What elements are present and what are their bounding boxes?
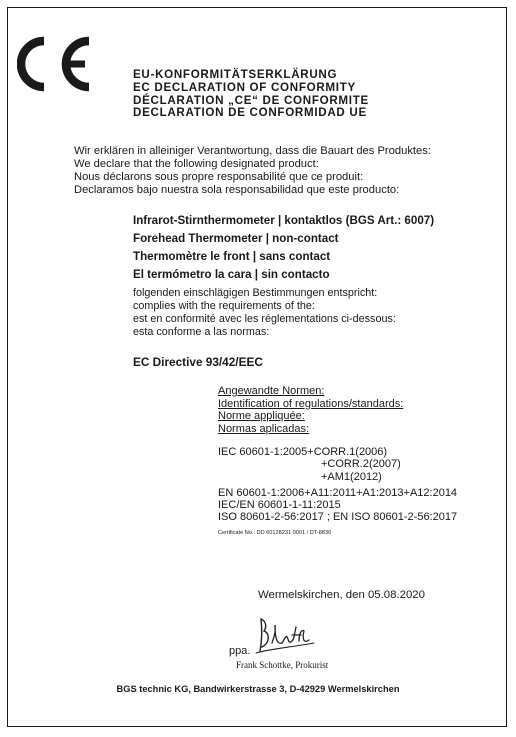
directive: EC Directive 93/42/EEC (133, 355, 263, 369)
title-de: EU-KONFORMITÄTSERKLÄRUNG (133, 68, 338, 81)
intro-en: We declare that the following designated product: (74, 158, 319, 171)
intro-es: Declaramos bajo nuestra sola responsabilidad que este producto: (74, 184, 400, 197)
product-fr: Thermomètre le front | sans contact (133, 250, 331, 263)
product-de: Infrarot-Stirnthermometer | kontaktlos (BGS Art.: 6007) (133, 214, 435, 227)
norms-heading-en: Identification of regulations/standards: (218, 397, 404, 410)
requirements-fr: est en conformité avec les réglementations ci-dessous: (133, 312, 396, 325)
norm-en-60601: EN 60601-1:2006+A11:2011+A1:2013+A12:2014 (218, 486, 458, 499)
requirements-statement (133, 287, 396, 339)
intro-fr: Nous déclarons sous propre responsabilité que ce produit: (74, 171, 364, 184)
declaration-title (133, 69, 369, 120)
norms-heading-fr: Norme appliquée: (218, 410, 305, 423)
company-address-footer: BGS technic KG, Bandwirkerstrasse 3, D-42929 Wermelskirchen (116, 684, 400, 694)
norms-heading-de: Angewandte Normen: (218, 385, 325, 397)
norm-iec-en-60601-1-11: IEC/EN 60601-1-11:2015 (218, 499, 341, 512)
requirements-de: folgenden einschlägigen Bestimmungen entspricht: (133, 287, 378, 299)
requirements-en: complies with the requirements of the: (133, 299, 315, 312)
ce-mark-icon (17, 35, 113, 93)
handwritten-signature-icon (252, 613, 318, 657)
norms-list (218, 446, 457, 524)
intro-de: Wir erklären in alleiniger Verantwortung, dass die Bauart des Produktes: (74, 145, 431, 157)
product-es: El termómetro la cara | sin contacto (133, 268, 330, 281)
intro-statement (74, 145, 431, 197)
title-fr: DÉCLARATION „CE“ DE CONFORMITE (133, 93, 369, 107)
norms-heading (218, 385, 403, 435)
product-name (133, 212, 434, 284)
ppa-label: ppa. (229, 645, 251, 657)
norm-iec-60601: IEC 60601-1:2005+CORR.1(2006) (218, 446, 388, 458)
norm-iec-am1: +AM1(2012) (321, 470, 382, 483)
norm-iec-corr2: +CORR.2(2007) (321, 458, 401, 471)
norm-iso-80601: ISO 80601-2-56:2017 ; EN ISO 80601-2-56:2017 (218, 511, 458, 524)
title-es: DECLARATION DE CONFORMIDAD UE (133, 106, 367, 120)
product-en: Forehead Thermometer | non-contact (133, 232, 339, 245)
place-date: Wermelskirchen, den 05.08.2020 (258, 589, 425, 601)
norms-heading-es: Normas aplicadas: (218, 422, 310, 435)
title-en: EC DECLARATION OF CONFORMITY (133, 80, 356, 94)
requirements-es: esta conforme a las normas: (133, 325, 270, 338)
certificate-number: Certificate No.: DD 60128231 0001 / DT-8836 (218, 530, 332, 536)
signer-name: Frank Schottke, Prokurist (236, 660, 329, 670)
